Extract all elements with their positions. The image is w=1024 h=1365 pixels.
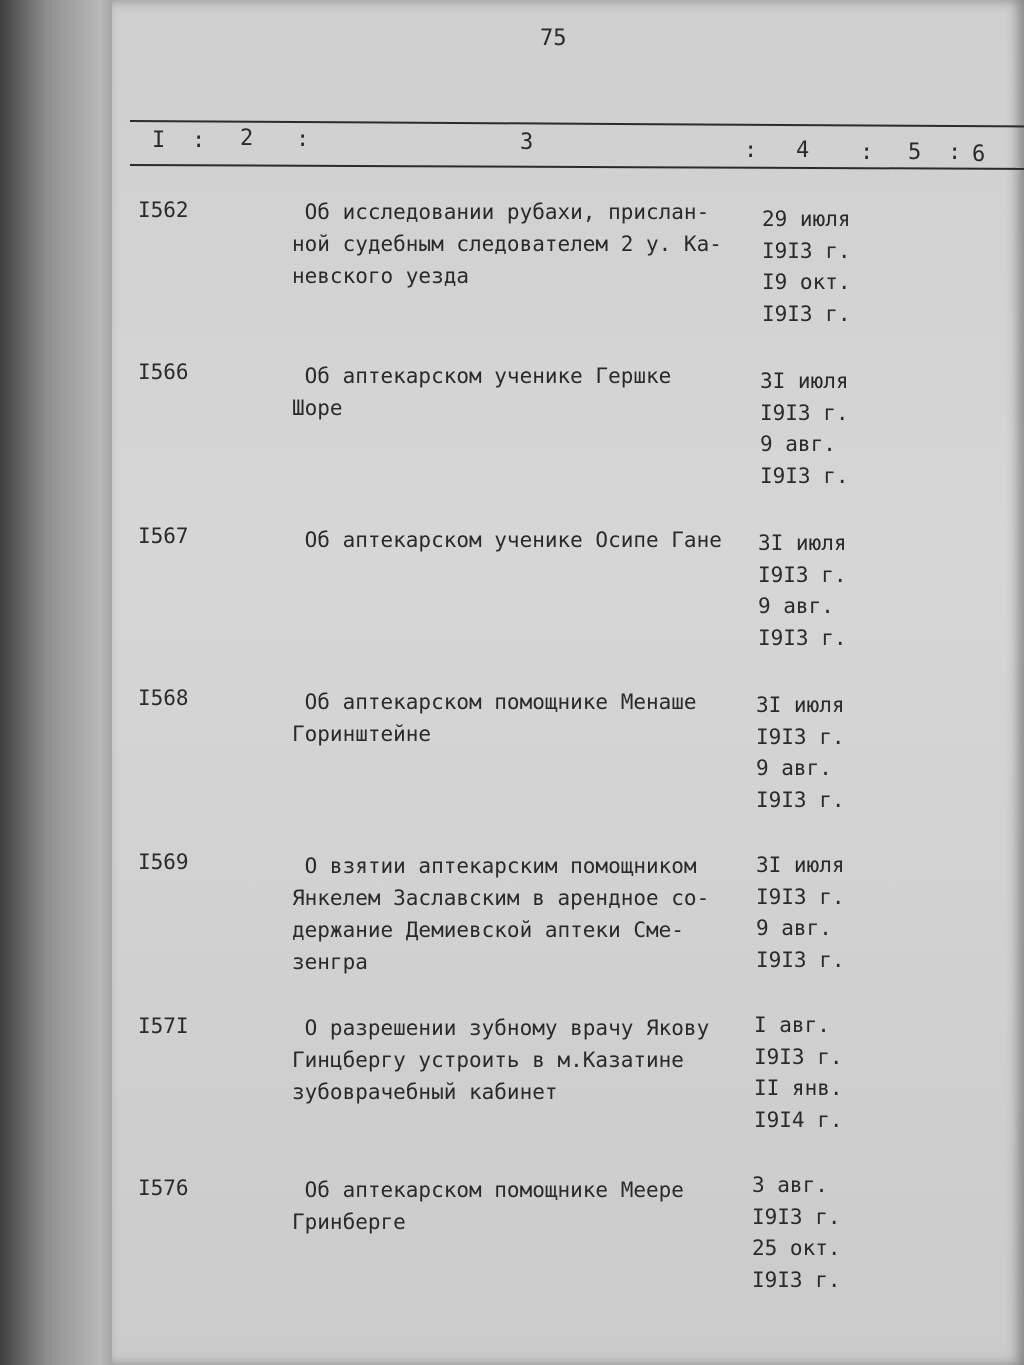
entry-dates: 3I июля I9I3 г. 9 авг. I9I3 г.: [756, 693, 845, 812]
entry-title: Об аптекарском помощнике Менаше Горинштейне: [292, 690, 697, 746]
header-sep: :: [948, 140, 962, 165]
entry-dates: 3I июля I9I3 г. 9 авг. I9I3 г.: [758, 531, 847, 650]
entry-title: Об исследовании рубахи, прислан- ной судебным следователем 2 у. Ка- невского уезда: [292, 200, 722, 288]
header-col3: 3: [520, 130, 534, 155]
entry-number: I566: [138, 360, 189, 384]
entry-title: О взятии аптекарским помощником Янкелем Заславским в арендное со- держание Демиевской аптеки Сме- зенгра: [292, 854, 710, 974]
header-sep: :: [860, 140, 874, 165]
header-col4: 4: [796, 138, 810, 163]
entry-number: I569: [138, 850, 189, 874]
entry-dates: 3I июля I9I3 г. 9 авг. I9I3 г.: [760, 369, 849, 488]
entry-title: Об аптекарском помощнике Меере Гринберге: [292, 1178, 684, 1234]
entry-dates: 29 июля I9I3 г. I9 окт. I9I3 г.: [762, 207, 851, 326]
entry-number: I567: [138, 524, 189, 548]
entry-title: О разрешении зубному врачу Якову Гинцбергу устроить в м.Казатине зубоврачебный кабинет: [292, 1016, 710, 1104]
entry-number: I562: [138, 198, 189, 222]
entry-dates: 3 авг. I9I3 г. 25 окт. I9I3 г.: [752, 1173, 841, 1292]
page-number: 75: [540, 26, 567, 51]
header-col6: 6: [972, 142, 986, 167]
header-col2: 2: [240, 126, 254, 151]
entry-title: Об аптекарском ученике Осипе Гане: [292, 528, 722, 552]
header-sep: :: [296, 127, 310, 152]
header-col5: 5: [908, 140, 922, 165]
header-col1: I: [152, 128, 166, 153]
entry-dates: I авг. I9I3 г. II янв. I9I4 г.: [754, 1013, 843, 1132]
entry-dates: 3I июля I9I3 г. 9 авг. I9I3 г.: [756, 853, 845, 972]
entry-number: I568: [138, 686, 189, 710]
header-sep: :: [192, 128, 206, 153]
entry-number: I576: [138, 1176, 189, 1200]
entry-title: Об аптекарском ученике Гершке Шоре: [292, 364, 672, 420]
entry-number: I57I: [138, 1014, 189, 1038]
book-binding: [0, 0, 118, 1365]
header-sep: :: [744, 138, 758, 163]
